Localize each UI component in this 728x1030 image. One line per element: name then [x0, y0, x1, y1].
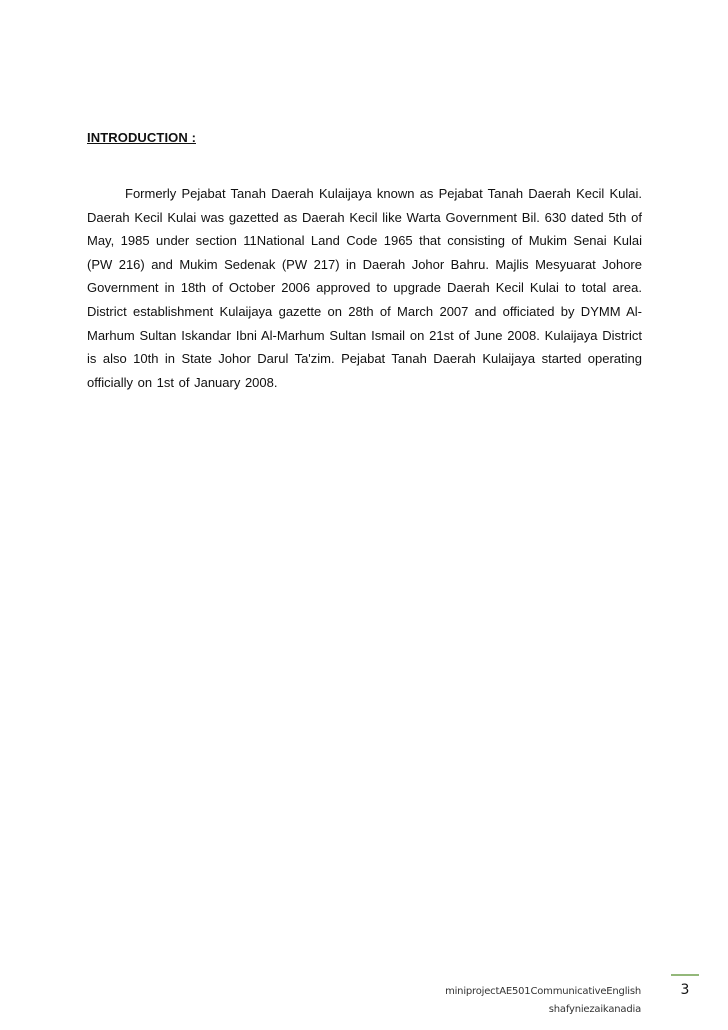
section-heading: INTRODUCTION : [87, 130, 196, 145]
page-number-box [671, 974, 699, 1006]
footer-caption [445, 983, 641, 1019]
introduction-paragraph: Formerly Pejabat Tanah Daerah Kulaijaya known as Pejabat Tanah Daerah Kecil Kulai. Daerah Kecil Kulai was gazetted as Daerah Kecil like Warta Government Bil. 630 dated 5th of May, 1985 under section 11National Land Code 1965 that consisting of Mukim Senai Kulai (PW 216) and Mukim Sedenak (PW 217) in Daerah Johor Bahru. Majlis Mesyuarat Johore Government in 18th of October 2006 approved to upgrade Daerah Kecil Kulai to total area. District establishment Kulaijaya gazette on 28th of March 2007 and officiated by DYMM Al-Marhum Sultan Iskandar Ibni Al-Marhum Sultan Ismail on 21st of June 2008. Kulaijaya District is also 10th in State Johor Darul Ta'zim. Pejabat Tanah Daerah Kulaijaya started operating officially on 1st of January 2008. [87, 186, 642, 390]
footer-line-project: miniprojectAE501CommunicativeEnglish [445, 986, 641, 997]
page-number: 3 [680, 982, 690, 998]
footer-line-author: shafyniezaikanadia [548, 1004, 641, 1015]
